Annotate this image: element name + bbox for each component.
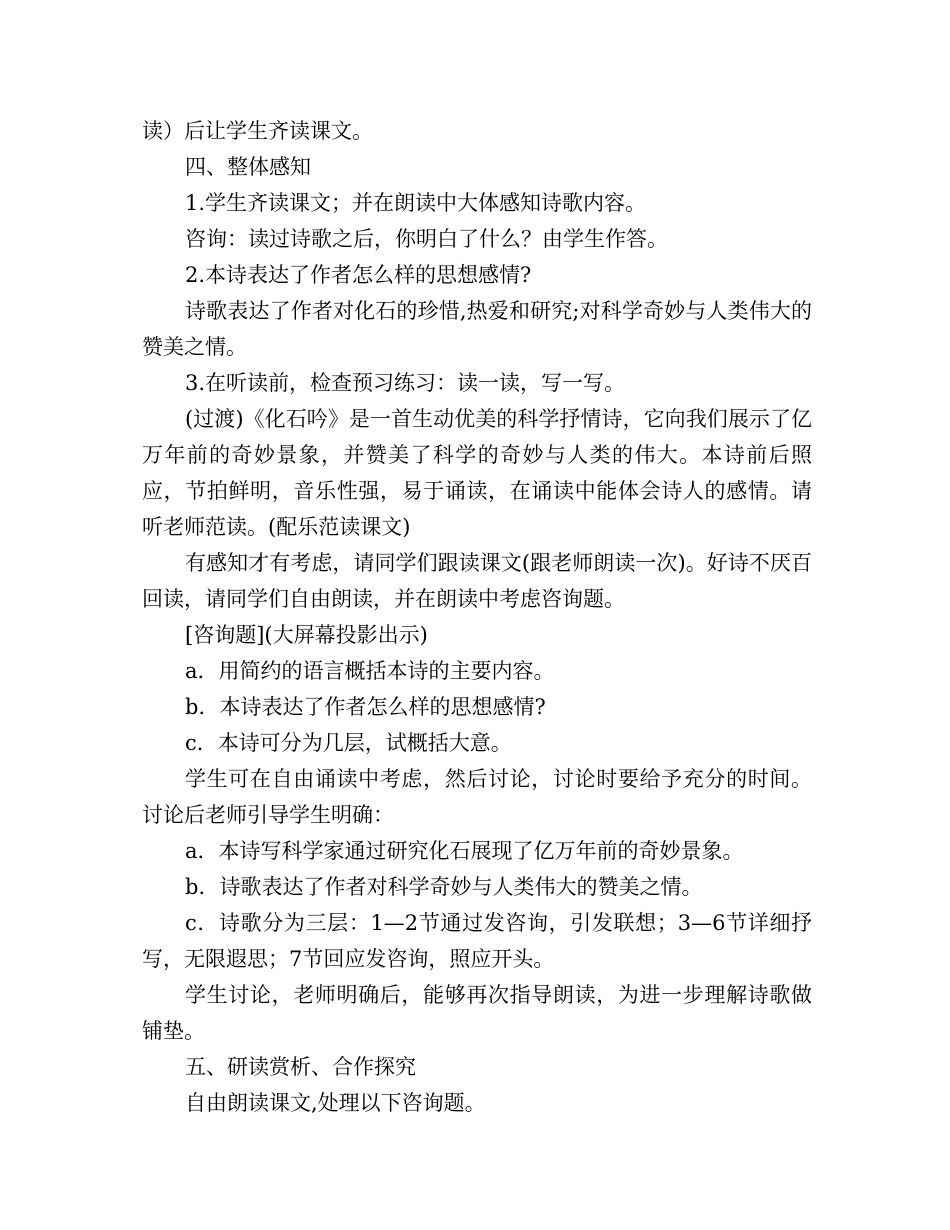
section-heading-overall-perception: 四、整体感知: [185, 155, 311, 179]
section-heading-study-appreciation: 五、研读赏析、合作探究: [185, 1055, 416, 1079]
paragraph-6: 诗歌表达了作者对化石的珍惜,热爱和研究;对科学奇妙与人类伟大的赞美之情。: [142, 299, 812, 359]
document-body: [142, 113, 812, 1121]
paragraph-3: 1.学生齐读课文；并在朗读中大体感知诗歌内容。: [185, 191, 647, 215]
answer-b: b．诗歌表达了作者对科学奇妙与人类伟大的赞美之情。: [185, 875, 703, 899]
paragraph-5: 2.本诗表达了作者怎么样的思想感情?: [185, 263, 532, 287]
paragraph-7: 3.在听读前，检查预习练习：读一读，写一写。: [185, 371, 626, 395]
question-c: c．本诗可分为几层，试概括大意。: [185, 731, 512, 755]
question-b: b．本诗表达了作者怎么样的思想感情?: [185, 695, 546, 719]
paragraph-4: 咨询：读过诗歌之后，你明白了什么？由学生作答。: [185, 227, 668, 251]
question-a: a．用简约的语言概括本诗的主要内容。: [185, 659, 555, 683]
paragraph-10: [咨询题](大屏幕投影出示): [185, 623, 428, 647]
paragraph-8: (过渡)《化石吟》是一首生动优美的科学抒情诗，它向我们展示了亿万年前的奇妙景象，并赞美了科学的奇妙与人类的伟大。本诗前后照应，节拍鲜明，音乐性强，易于诵读，在诵读中能体会诗人的感情。请听老师范读。(配乐范读课文): [142, 407, 812, 539]
paragraph-9: 有感知才有考虑，请同学们跟读课文(跟老师朗读一次)。好诗不厌百回读，请同学们自由朗读，并在朗读中考虑咨询题。: [142, 551, 812, 611]
paragraph-18: 学生讨论，老师明确后，能够再次指导朗读，为进一步理解诗歌做铺垫。: [142, 983, 812, 1043]
answer-c: c．诗歌分为三层：1—2节通过发咨询，引发联想；3—6节详细抒写，无限遐思；7节回应发咨询，照应开头。: [142, 911, 812, 971]
paragraph-1: 读）后让学生齐读课文。: [142, 119, 373, 143]
paragraph-14: 学生可在自由诵读中考虑，然后讨论，讨论时要给予充分的时间。讨论后老师引导学生明确：: [142, 767, 812, 827]
paragraph-20: 自由朗读课文,处理以下咨询题。: [185, 1091, 486, 1115]
answer-a: a．本诗写科学家通过研究化石展现了亿万年前的奇妙景象。: [185, 839, 744, 863]
